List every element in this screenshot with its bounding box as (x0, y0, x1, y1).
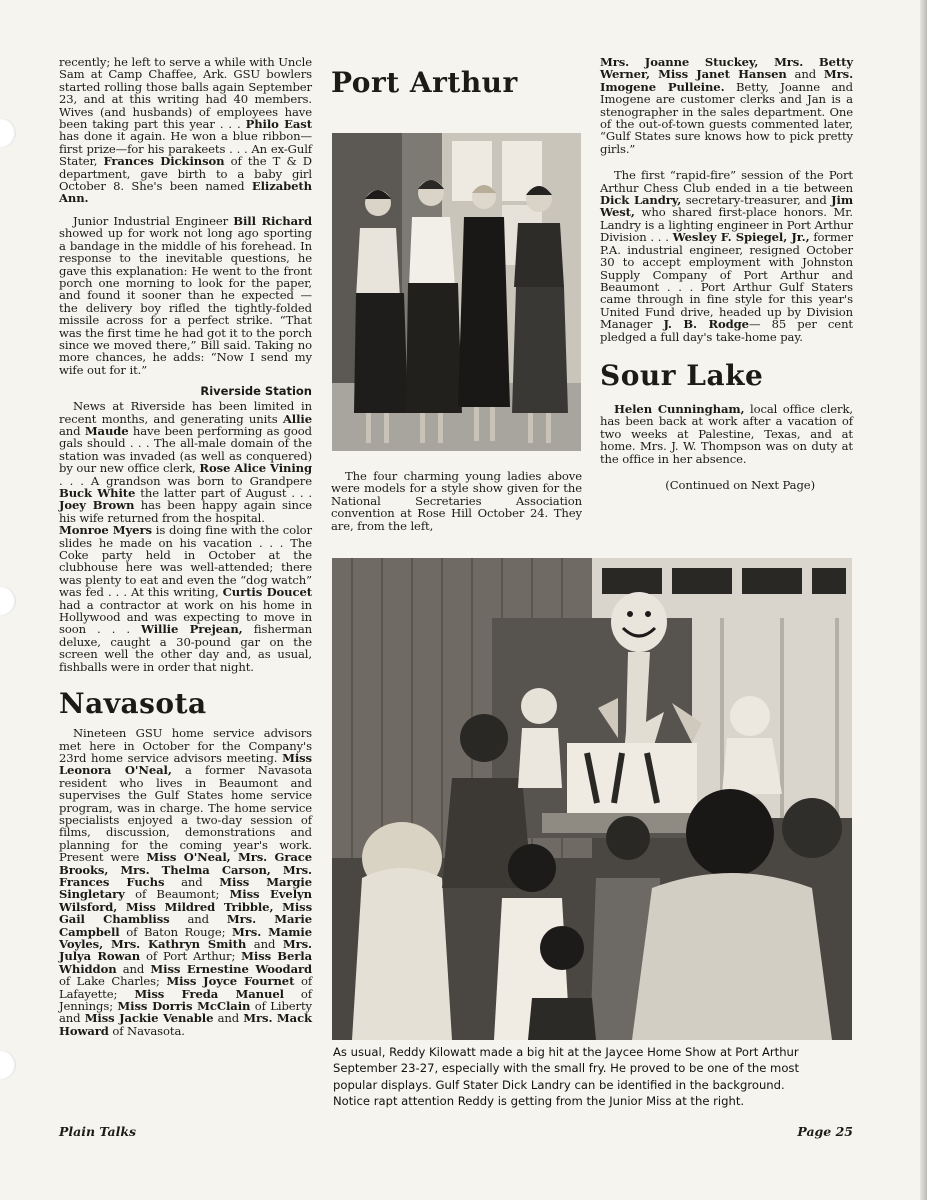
paragraph: recently; he left to serve a while with Uncle Sam at Camp Chaffee, Ark. GSU bowlers started rolling those balls again September 23, and at this writing had 40 members. Wives (and husbands) of employees have been taking part this year . . . Philo East has done it again. He won a blue ribbon—first prize—for his parakeets . . . An ex-Gulf Stater, Frances Dickinson of the T & D department, gave birth to a baby girl October 8. She's been named Elizabeth Ann. (59, 55, 313, 206)
caption-line: Notice rapt attention Reddy is getting from the Junior Miss at the right. (333, 1094, 745, 1109)
caption-text: The four charming young ladies above were models for a style show given for the National Secretaries Association convention at Rose Hill October 24. They are, from the left, (331, 469, 582, 533)
left-column (59, 56, 312, 1037)
page-number: Page 25 (797, 1124, 853, 1139)
right-column (600, 56, 853, 491)
publication-name: Plain Talks (59, 1124, 137, 1139)
paragraph: Helen Cunningham, local office clerk, has been back at work after a vacation of two weeks at Palestine, Texas, and at home. Mrs. J. W. Thompson was on duty at the office in her absence. (600, 401, 854, 466)
caption-line: As usual, Reddy Kilowatt made a big hit at the Jaycee Home Show at Port Arthur (333, 1045, 799, 1059)
caption-line: September 23-27, especially with the small fry. He proved to be one of the most (333, 1061, 800, 1076)
jaycee-home-show-photo (332, 558, 852, 1040)
section-headline: Navasota (59, 687, 207, 721)
binder-hole (0, 586, 16, 616)
caption-line: popular displays. Gulf Stater Dick Landry can be identified in the background. (333, 1077, 785, 1092)
binder-hole (0, 118, 16, 148)
section-headline: Port Arthur (331, 66, 518, 99)
bottom-photo-caption (333, 1044, 858, 1110)
paragraph: Monroe Myers is doing fine with the color slides he made on his vacation . . . The Coke party held in October at the clubhouse here was well-attended; there was plenty to eat and even the “dog watch” was fed . . . At this writing, Curtis Doucet had a contractor at work on his home in Hollywood and was expecting to move in soon . . . Willie Prejean, fisherman deluxe, caught a 30-pound gar on the screen well the other day and, as usual, fishballs were in order that night. (59, 523, 312, 674)
four-women-illustration (332, 133, 581, 451)
page-spine (920, 0, 927, 1200)
middle-column (331, 66, 582, 100)
reddy-kilowatt-crowd-illustration (332, 558, 852, 1040)
paragraph: News at Riverside has been limited in recent months, and generating units Allie and Maude have been performing as good gals should . . . The all-male domain of the station was invaded (as well as conquered) by our new office clerk, Rose Alice Vining . . . A grandson was born to Grandpere Buck White the latter part of August . . . Joey Brown has been happy again since his wife returned from the hospital. (59, 399, 313, 525)
binder-hole (0, 1050, 16, 1080)
section-headline: Sour Lake (600, 358, 764, 392)
paragraph: Mrs. Joanne Stuckey, Mrs. Betty Werner, Miss Janet Hansen and Mrs. Imogene Pulleine. Betty, Joanne and Imogene are customer clerks and Jan is a stenographer in the sales department. One of the out-of-town guests commented later, “Gulf States sure knows how to pick pretty girls.” (600, 55, 854, 156)
paragraph: Nineteen GSU home service advisors met here in October for the Company's 23rd home service advisors meeting. Miss Leonora O'Neal, a former Navasota resident who lives in Beaumont and supervises the Gulf States home service program, was in charge. The home service specialists enjoyed a two-day session of films, discussion, demonstrations and planning for the coming year's work. Present were Miss O'Neal, Mrs. Grace Brooks, Mrs. Thelma Carson, Mrs. Frances Fuchs and Miss Margie Singletary of Beaumont; Miss Evelyn Wilsford, Miss Mildred Tribble, Miss Gail Chambliss and Mrs. Marie Campbell of Baton Rouge; Mrs. Mamie Voyles, Mrs. Kathryn Smith and Mrs. Julya Rowan of Port Arthur; Miss Berla Whiddon and Miss Ernestine Woodard of Lake Charles; Miss Joyce Fournet of Lafayette; Miss Freda Manuel of Jennings; Miss Dorris McClain of Liberty and Miss Jackie Venable and Mrs. Mack Howard of Navasota. (59, 726, 313, 1038)
photo-caption (331, 470, 582, 532)
continued-note: (Continued on Next Page) (665, 477, 815, 492)
paragraph: The first “rapid-fire” session of the Port Arthur Chess Club ended in a tie between Dick Landry, secretary-treasurer, and Jim West, who shared first-place honors. Mr. Landry is a lighting engineer in Port Arthur Division . . . Wesley F. Spiegel, Jr., former P.A. industrial engineer, resigned October 30 to accept employment with Johnston Supply Company of Port Arthur and Beaumont . . . Port Arthur Gulf Staters came through in fine style for this year's United Fund drive, headed up by Division Manager J. B. Rodge— 85 per cent pledged a full day's take-home pay. (600, 168, 853, 344)
four-models-photo (332, 133, 581, 451)
section-subhead: Riverside Station (200, 384, 312, 399)
paragraph: Junior Industrial Engineer Bill Richard showed up for work not long ago sporting a bandage in the middle of his forehead. In response to the inevitable questions, he gave this explanation: He went to the front porch one morning to look for the paper, and found it sooner than he expected — the delivery boy rifled the tightly-folded missile across for a perfect strike. “That was the first time he had got it to the porch since we moved there,” Bill said. Taking no more chances, he adds: “Now I send my wife out for it.” (59, 213, 312, 377)
